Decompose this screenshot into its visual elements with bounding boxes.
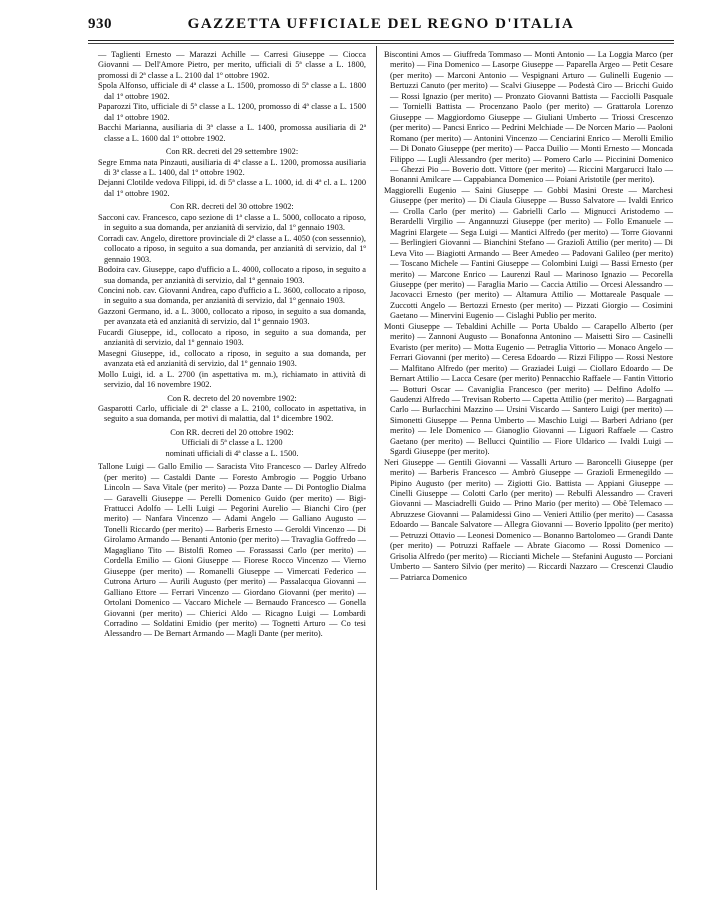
left-column	[98, 50, 366, 640]
name-list: Maggiorelli Eugenio — Saini Giuseppe — Gobbi Masini Oreste — Marchesi Giuseppe (per merito) — Di Ciaula Giuseppe — Busso Salvatore — Ivaldi Enrico — Crolla Carlo (per merito) — Gabrielli Carlo — Mignucci Aristodemo — Berardelli Virgilio — Angannuzzi Giuseppe (per merito) — Follo Emanuele — Magrini Elargete — Sega Luigi — Mantici Alfredo (per merito) — Torre Giovanni — Berlingieri Giovanni — Bianchini Stefano — Graziolì Attilio (per merito) — Di Leva Vito — Biagiotti Armando — Beer Amedeo — Padovani Galileo (per merito) — Toscano Michele — Fantini Giuseppe — Colombini Luigi — Bassi Ernesto (per merito) — Marcone Enrico — Laurenzi Raul — Marinoso Ignazio — Pecorella Giuseppe (per merito) — Faraglia Mario — Caccia Attilio — Orcesi Alessandro — Jacovacci Ernesto (per merito) — Altamura Attilio — Mottareale Pasquale — Zuccotti Angelo — Bertozzi Ernesto (per merito) — Pizzati Giorgio — Cosimini Gaetano — Minervini Eugenio — Cislaghi Publio per merito.	[384, 185, 673, 321]
paragraph: — Taglienti Ernesto — Marazzi Achille — Carresi Giuseppe — Ciocca Giovanni — Dell'Amore Pietro, per merito, ufficiali di 5ª classe a L. 1800, promossi di 2ª classe a L. 2100 dal 1º ottobre 1902.	[98, 50, 366, 80]
paragraph: Gasparotti Carlo, ufficiale di 2ª classe a L. 2100, collocato in aspettativa, in seguito a sua domanda, per motivi di malattia, dal 1º dicembre 1902.	[98, 403, 366, 424]
name-list: Neri Giuseppe — Gentili Giovanni — Vassalli Arturo — Baroncelli Giuseppe (per merito) — Barberis Francesco — Ambrò Giuseppe — Graziolì Ermenegildo — Pipino Augusto (per merito) — Zigiotti Gio. Battista — Appiani Giuseppe — Cinelli Giuseppe — Colotti Carlo (per merito) — Rebulfi Alessandro — Craveri Giovanni — Masciadrelli Guido — Prino Mario (per merito) — Obè Telemaco — Abruzzese Giovanni — Palamidessi Gino — Venieri Attilio (per merito) — Casassa Edoardo — Bancale Salvatore — Allegra Giovanni — Boverio Ippolito (per merito) — Petruzzi Ottavio — Leonesi Domenico — Bonanno Bartolomeo — Grandi Dante (per merito) — Potruzzi Raffaele — Abrate Giacomo — Rossi Domenico — Grisolia Alfredo (per merito) — Riccianti Michele — Stefanini Augusto — Porciani Umberto — Santero Silvio (per merito) — Riccardi Nazzaro — Crescenzi Claudio — Patriarca Domenico	[384, 457, 673, 582]
subheading: nominati ufficiali di 4ª classe a L. 1500.	[165, 448, 299, 458]
paragraph: Bodoira cav. Giuseppe, capo d'ufficio a L. 4000, collocato a riposo, in seguito a sua domanda, per anzianità di servizio, dal 1º gennaio 1903.	[98, 265, 366, 285]
page-number: 930	[88, 16, 112, 32]
decree-heading: Con R. decreto del 20 novembre 1902:	[167, 393, 297, 403]
paragraph: Mollo Luigi, id. a L. 2700 (in aspettativa m. m.), richiamato in attività di servizio, dal 16 novembre 1902.	[98, 369, 366, 390]
gazette-title: GAZZETTA UFFICIALE DEL REGNO D'ITALIA	[187, 16, 575, 32]
page-header	[88, 14, 674, 36]
paragraph: Fucardi Giuseppe, id., collocato a riposo, in seguito a sua domanda, per anzianità di servizio, dal 1º gennaio 1903.	[98, 327, 366, 348]
paragraph: Masegni Giuseppe, id., collocato a riposo, in seguito a sua domanda, per avanzata età ed anzianità di servizio, dal 1º gennaio 1903.	[98, 348, 366, 369]
column-divider	[376, 46, 377, 890]
paragraph: Dejanni Clotilde vedova Filippi, id. di 5ª classe a L. 1000, id. di 4ª cl. a L. 1200 dal 1º ottobre 1902.	[98, 178, 366, 198]
subheading: Ufficiali di 5ª classe a L. 1200	[181, 438, 283, 448]
paragraph: Concini nob. cav. Giovanni Andrea, capo d'ufficio a L. 3600, collocato a riposo, in seguito a sua domanda, per anzianità di servizio, dal 1º gennaio 1903.	[98, 285, 366, 306]
paragraph: Paparozzi Tito, ufficiale di 5ª classe a L. 1200, promosso di 4ª classe a L. 1500 dal 1º ottobre 1902.	[98, 102, 366, 122]
header-rule	[88, 40, 674, 41]
paragraph: Spola Alfonso, ufficiale di 4ª classe a L. 1500, promosso di 5ª classe a L. 1800 dal 1º ottobre 1902.	[98, 81, 366, 101]
right-column	[384, 50, 673, 583]
header-rule-thin	[88, 43, 674, 44]
paragraph: Corradi cav. Angelo, direttore provinciale di 2ª classe a L. 4050 (con sessennio), collocato a riposo, in seguito a sua domanda, per anzianità di servizio, dal 1º gennaio 1903.	[98, 233, 366, 264]
decree-heading: Con RR. decreti del 30 ottobre 1902:	[170, 202, 294, 212]
decree-heading: Con RR. decreti del 20 ottobre 1902:	[170, 427, 294, 437]
paragraph: Gazzoni Germano, id. a L. 3000, collocato a riposo, in seguito a sua domanda, per avanzata età ed anzianità di servizio, dal 1º gennaio 1903.	[98, 306, 366, 327]
name-list: Tallone Luigi — Gallo Emilio — Saracista Vito Francesco — Darley Alfredo (per merito) — Castaldi Dante — Foresto Ambrogio — Poggio Urbano Lincoln — Sava Vitale (per merito) — Pozza Dante — Di Pontoglio Dialma — Garavelli Giuseppe — Perelli Domenico Guido (per merito) — Bigi-Frattucci Adolfo — Lelli Luigi — Pegorini Aurelio — Bianchi Ciro (per merito) — Nanfara Vincenzo — Adami Angelo — Galliano Augusto — Tonelli Riccardo (per merito) — Barberis Ernesto — Geroldi Vincenzo — Di Girolamo Armando — Benanti Antonio (per merito) — Travaglia Goffredo — Magagliano Tito — Bistolfi Romeo — Forassassi Carlo (per merito) — Cordella Emilio — Gioni Giuseppe — Fiorese Rocco Vincenzo — Vierno Giuseppe (per merito) — Romanelli Giuseppe — Vimercati Federico — Cutrona Arturo — Aurili Augusto (per merito) — Passalacqua Giovanni — Galliano Ettore — Ferrari Vincenzo — Giordano Giovanni (per merito) — Ortolani Domenico — Vaccaro Michele — Bernaudo Francesco — Gonella Giovanni (per merito) — Chierici Aldo — Ricagno Luigi — Lombardi Corradino — Soldatini Emidio (per merito) — Tognetti Arturo — Co tesi Alessandro — De Bernart Armando — Magli Dante (per merito).	[98, 462, 366, 639]
name-list: Biscontini Amos — Giuffreda Tommaso — Monti Antonio — La Loggia Marco (per merito) — Fina Domenico — Lasorpe Giuseppe — Paparella Argeo — Petit Cesare (per merito) — Marconi Antonio — Vespignani Arturo — Gulinelli Eugenio — Bertuzzi Canuto (per merito) — Scalvi Giuseppe — Podestà Ciro — Bricchi Guido — Rossi Ignazio (per merito) — Pronzato Giovanni Battista — Facciolli Pasquale — Tornielli Battista — Procenzano Paolo (per merito) — Grattarola Lorenzo Giuseppe — Maggiordomo Giuseppe — Giuliani Umberto — Triossi Crescenzo (per merito) — Pancsi Enrico — Pedrini Melchiade — De Norcen Mario — Paoloni Romano (per merito) — Antonini Vincenzo — Cenciarini Enrico — Merolli Emilio — Di Donato Giuseppe (per merito) — Pacca Duilio — Monti Ernesto — Moncada Filippo — Lugli Alessandro (per merito) — Pomero Carlo — Piccinini Domenico — Ghezzi Pio — Boverio dott. Vittore (per merito) — Riccini Margarucci Italo — Bonanni Amilcare — Cappabianca Domenico — Poiani Aristotile (per merito).	[384, 50, 673, 185]
decree-heading: Con RR. decreti del 29 settembre 1902:	[165, 147, 299, 157]
name-list: Monti Giuseppe — Tebaldini Achille — Porta Ubaldo — Carapello Alberto (per merito) — Zannoni Augusto — Bonafonna Antonino — Maisetti Siro — Casinelli Evaristo (per merito) — Motta Eugenio — Petraglia Vittorio — Monaco Angelo — Ferrari Giovanni (per merito) — Ceresa Edoardo — Rizzi Filippo — Rossi Nestore — Malfitano Alfredo (per merito) — Graziadei Luigi — Ciollaro Edoardo — De Bernart Attilio — Lacca Cesare (per merito) Pennacchio Raffaele — Fantin Vittorio — Botturi Oscar — Cavaniglia Francesco (per merito) — Delfino Adolfo — Gaudenzi Alfredo — Trevisan Roberto — Capetta Attilio (per merito) — Bargagnati Carlo — Burlacchini Mazzino — Ursini Viscardo — Santero Luigi (per merito) — Simonetti Giuseppe — Penna Umberto — Maschio Luigi — Barberi Adriano (per merito) — Iele Domenico — Gianoglio Giovanni — Liguori Raffaele — Castro Gaetano (per merito) — Bellucci Quintilio — Fiore Uldarico — Ivaldi Luigi — Sgardi Giuseppe (per merito).	[384, 321, 673, 457]
paragraph: Segre Emma nata Pinzauti, ausiliaria di 4ª classe a L. 1200, promossa ausiliaria di 3ª classe a L. 1400, dal 1º ottobre 1902.	[98, 157, 366, 177]
paragraph: Bacchi Marianna, ausiliaria di 3ª classe a L. 1400, promossa ausiliaria di 2ª classe a L. 1600 dal 1º ottobre 1902.	[98, 123, 366, 143]
paragraph: Sacconi cav. Francesco, capo sezione di 1ª classe a L. 5000, collocato a riposo, in seguito a sua domanda, per anzianità di servizio, dal 1º gennaio 1903.	[98, 212, 366, 233]
